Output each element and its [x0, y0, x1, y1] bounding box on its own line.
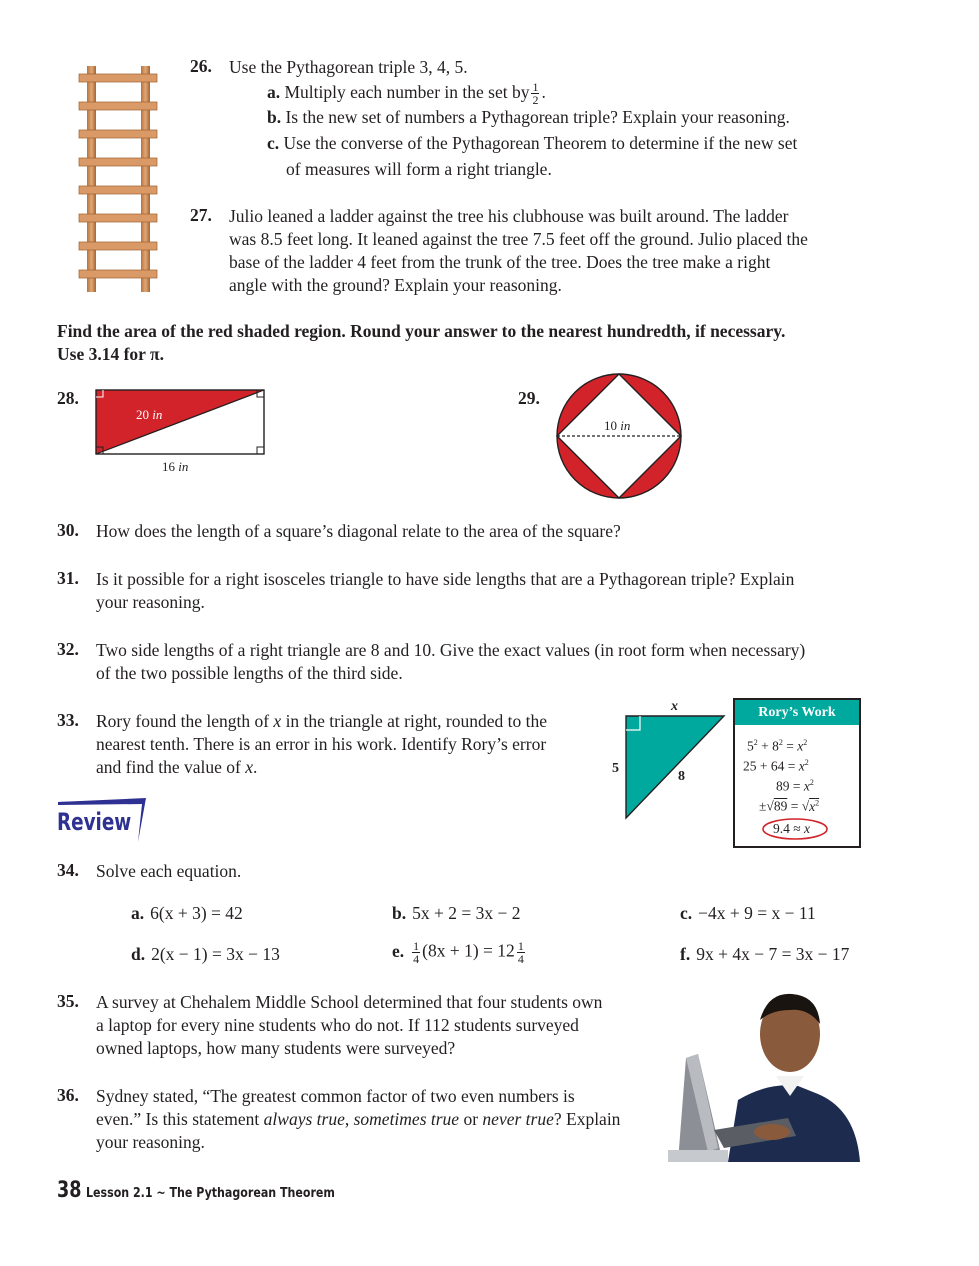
teal-triangle [626, 716, 724, 818]
instructions-line-1: Find the area of the red shaded region. Round your answer to the nearest hundredth, if necessary. [57, 321, 786, 341]
q26-c-text-2: of measures will form a right triangle. [286, 159, 552, 179]
q34-text: Solve each equation. [96, 861, 242, 881]
q35-line-2: a laptop for every nine students who do not. If 112 students surveyed [96, 1015, 579, 1035]
question-number-35: 35. [57, 991, 79, 1011]
question-number-33: 33. [57, 710, 79, 730]
q27-line-4: angle with the ground? Explain your reasoning. [229, 275, 562, 295]
question-number-31: 31. [57, 568, 79, 588]
question-number-29: 29. [518, 388, 540, 408]
q26-a-text: Multiply each number in the set by [284, 82, 530, 102]
equation-c: c. −4x + 9 = x − 11 [680, 903, 816, 923]
q36-line-1: Sydney stated, “The greatest common factor of two even numbers is [96, 1086, 575, 1106]
lesson-footer: Lesson 2.1 ~ The Pythagorean Theorem [86, 1186, 335, 1201]
q26-text: Use the Pythagorean triple 3, 4, 5. [229, 57, 468, 77]
q27-line-1: Julio leaned a ladder against the tree his clubhouse was built around. The ladder [229, 206, 789, 226]
question-number-32: 32. [57, 639, 79, 659]
rectangle-diagram [92, 386, 272, 478]
rorys-work-title: Rory’s Work [735, 700, 859, 725]
base-label: 16 in [162, 459, 189, 474]
q26-b-label: b. [267, 107, 282, 127]
q27-line-3: base of the ladder 4 feet from the trunk of the tree. Does the tree make a right [229, 252, 771, 272]
triangle-hypotenuse-label: 8 [678, 769, 685, 784]
q32-line-2: of the two possible lengths of the third side. [96, 663, 403, 683]
work-line-5: 9.4 ≈ x [773, 821, 811, 836]
q35-line-1: A survey at Chehalem Middle School determined that four students own [96, 992, 603, 1012]
equation-e: e. $\frac{1}{4}$ (8x + 1) = 12 $\frac{1}{4}$ [392, 939, 524, 966]
q26-part-c [267, 131, 797, 156]
question-number-27: 27. [190, 205, 212, 225]
q32-line-1: Two side lengths of a right triangle are 8 and 10. Give the exact values (in root form when necessary) [96, 640, 806, 660]
q26-a-label: a. [267, 82, 281, 102]
page-number: 38 [57, 1178, 82, 1203]
q36-line-2: even.” Is this statement always true, sometimes true or never true? Explain [96, 1109, 621, 1129]
triangle-top-label: x [671, 699, 678, 714]
q26-part-b [267, 105, 790, 130]
equation-d: d. 2(x − 1) = 3x − 13 [131, 944, 280, 964]
q33-line-1: Rory found the length of x in the triangle at right, rounded to the [96, 711, 548, 731]
q36-line-3: your reasoning. [96, 1132, 205, 1152]
q26-c-text-1: Use the converse of the Pythagorean Theorem to determine if the new set [283, 133, 798, 153]
work-line-1: $5^2 + 8^2 = x^2$ [747, 738, 808, 754]
diameter-label: 10 in [604, 418, 631, 433]
q26-part-a: a. Multiply each number in the set by $\frac{1}{2}$ . [267, 80, 546, 108]
rorys-work-box [733, 698, 861, 848]
review-heading: Review [57, 808, 132, 836]
triangle-left-label: 5 [612, 761, 619, 776]
error-circle-icon [761, 817, 829, 841]
circle-square-diagram [554, 373, 684, 501]
q30-text: How does the length of a square’s diagonal relate to the area of the square? [96, 521, 621, 541]
q31-line-1: Is it possible for a right isosceles triangle to have side lengths that are a Pythagorean triple? Explain [96, 569, 795, 589]
frac-den: 2 [532, 93, 539, 108]
q33-line-3: and find the value of x. [96, 757, 258, 777]
work-line-4: $\pm√89 = √x^2$ [759, 798, 820, 814]
student-laptop-photo [668, 990, 862, 1162]
q26-b-text: Is the new set of numbers a Pythagorean triple? Explain your reasoning. [285, 107, 790, 127]
work-line-3: $89 = x^2$ [776, 778, 814, 794]
work-line-2: $25 + 64 = x^2$ [743, 758, 809, 774]
frac-num: 1 [532, 80, 539, 95]
question-number-28: 28. [57, 388, 79, 408]
q35-line-3: owned laptops, how many students were surveyed? [96, 1038, 456, 1058]
instructions-line-2: Use 3.14 for π. [57, 344, 164, 364]
ladder-illustration [75, 66, 161, 294]
diagonal-label: 20 in [136, 407, 163, 422]
question-number-36: 36. [57, 1085, 79, 1105]
q26-a-fraction [531, 81, 539, 106]
question-number-34: 34. [57, 860, 79, 880]
q33-line-2: nearest tenth. There is an error in his work. Identify Rory’s error [96, 734, 547, 754]
equation-b: b. 5x + 2 = 3x − 2 [392, 903, 521, 923]
q26-c-label: c. [267, 133, 280, 153]
question-number-26: 26. [190, 56, 212, 76]
question-number-30: 30. [57, 520, 79, 540]
equation-f: f. 9x + 4x − 7 = 3x − 17 [680, 944, 850, 964]
equation-a: a. 6(x + 3) = 42 [131, 903, 243, 923]
q31-line-2: your reasoning. [96, 592, 205, 612]
teal-triangle-diagram [606, 696, 730, 824]
q27-line-2: was 8.5 feet long. It leaned against the tree 7.5 feet off the ground. Julio placed the [229, 229, 808, 249]
